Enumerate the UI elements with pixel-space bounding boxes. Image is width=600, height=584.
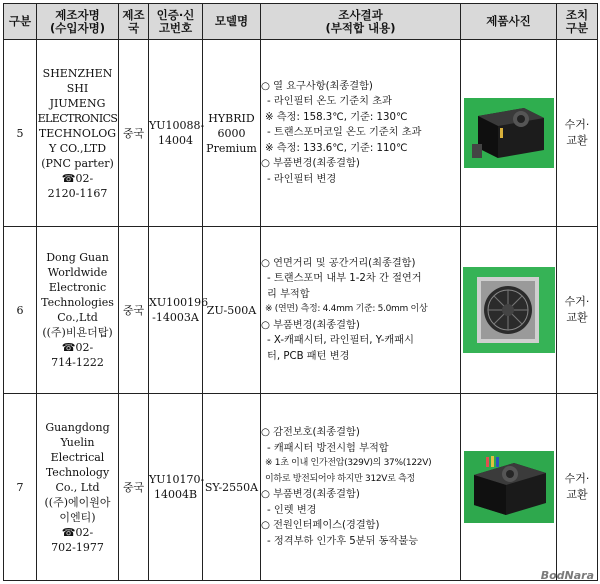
table-row — [4, 227, 598, 394]
product-photo-cell — [461, 40, 557, 227]
finding-line: - 트랜스포머 내부 1-2차 간 절연거 — [267, 273, 422, 285]
manufacturer-cell — [37, 394, 119, 581]
manufacturer-line: ((주)비욘더탑) — [42, 326, 113, 339]
country-cell: 중국 — [119, 40, 149, 227]
manufacturer-line: SHENZHEN — [42, 66, 113, 80]
phone-number-cont: 702-1977 — [51, 540, 104, 554]
manufacturer-line: Technology — [45, 465, 110, 479]
header-action: 조치 구분 — [557, 4, 598, 40]
manufacturer-line: Yuelin — [60, 435, 95, 449]
phone-number: ☎02- — [61, 341, 94, 354]
manufacturer-line: SHI — [66, 81, 89, 95]
manufacturer-cell — [37, 40, 119, 227]
product-photo — [464, 98, 554, 168]
table-row — [4, 394, 598, 581]
cert-number-cell: YU10088- 14004 — [149, 40, 203, 227]
phone-number: ☎02- — [61, 171, 94, 185]
cert-number-cell: YU10170- 14004B — [149, 394, 203, 581]
finding-line: 이하로 방전되어야 하지만 312V로 측정 — [265, 473, 415, 484]
finding-line: ※ 1초 이내 인가전압(329V)의 37%(122V) — [265, 458, 432, 468]
manufacturer-line: ELECTRONICS — [37, 111, 118, 125]
action-cell: 수거· 교환 — [557, 40, 598, 227]
manufacturer-line: Y CO.,LTD — [48, 141, 107, 155]
product-photo — [464, 451, 554, 523]
finding-line: ○ 연면거리 및 공간거리(최종결함) — [261, 257, 416, 269]
model-cell: SY-2550A — [203, 394, 261, 581]
finding-line: ○ 부품변경(최종결함) — [261, 158, 360, 170]
row-number: 7 — [4, 394, 37, 581]
header-model: 모델명 — [203, 4, 261, 40]
watermark-logo: BodNara — [540, 569, 594, 582]
country-cell: 중국 — [119, 227, 149, 394]
header-gubun: 구분 — [4, 4, 37, 40]
manufacturer-line: TECHNOLOG — [38, 126, 117, 140]
manufacturer-line: (PNC parter) — [41, 156, 114, 170]
manufacturer-line: Worldwide — [47, 266, 108, 279]
row-number: 5 — [4, 40, 37, 227]
finding-line: ※ (연면) 측정: 4.4mm 기준: 5.0mm 이상 — [265, 304, 428, 315]
header-photo: 제품사진 — [461, 4, 557, 40]
finding-line: ○ 부품변경(최종결함) — [261, 319, 360, 331]
header-cert-number: 인증·신 고번호 — [149, 4, 203, 40]
manufacturer-line: Electronic — [48, 281, 107, 294]
phone-number: ☎02- — [61, 525, 94, 539]
header-row — [4, 4, 598, 40]
finding-line: 터, PCB 패턴 변경 — [267, 350, 350, 362]
finding-line: - 캐패시터 방전시험 부적합 — [267, 442, 389, 454]
manufacturer-line: Dong Guan — [46, 251, 109, 264]
manufacturer-cell — [37, 227, 119, 394]
header-findings: 조사결과 (부적합 내용) — [261, 4, 461, 40]
phone-number-cont: 714-1222 — [51, 356, 104, 369]
finding-line: ○ 부품변경(최종결함) — [261, 489, 360, 500]
telephone-icon: ☎ — [61, 525, 76, 539]
product-photo-cell — [461, 394, 557, 581]
finding-line: - X-캐패시터, 라인필터, Y-캐패시 — [267, 335, 414, 347]
action-cell: 수거· 교환 — [557, 227, 598, 394]
model-cell: HYBRID 6000 Premium — [203, 40, 261, 227]
finding-line: ○ 열 요구사항(최종결함) — [261, 80, 373, 92]
recall-table — [3, 3, 598, 581]
product-photo-cell — [461, 227, 557, 394]
product-photo — [463, 267, 555, 353]
finding-line: ※ 측정: 133.6℃, 기준: 110℃ — [265, 142, 408, 154]
manufacturer-line: Technologies — [41, 296, 114, 309]
phone-number-cont: 2120-1167 — [47, 186, 108, 200]
finding-line: - 라인필터 변경 — [267, 173, 337, 185]
action-cell: 수거· 교환 — [557, 394, 598, 581]
finding-line: ○ 감전보호(최종결함) — [261, 427, 360, 438]
country-cell: 중국 — [119, 394, 149, 581]
findings-cell — [261, 40, 461, 227]
header-country: 제조 국 — [119, 4, 149, 40]
row-number: 6 — [4, 227, 37, 394]
manufacturer-line: JIUMENG — [49, 96, 106, 110]
finding-line: ○ 전원인터페이스(경결함) — [261, 520, 380, 531]
finding-line: ※ 측정: 158.3℃, 기준: 130℃ — [265, 111, 408, 123]
finding-line: 리 부적합 — [267, 288, 310, 300]
finding-line: - 트랜스포머코일 온도 기준치 초과 — [267, 127, 422, 139]
telephone-icon: ☎ — [61, 171, 76, 185]
cert-number-cell: XU100196 -14003A — [149, 227, 203, 394]
findings-cell — [261, 394, 461, 581]
manufacturer-line: 이엔티) — [59, 510, 96, 524]
manufacturer-line: Electrical — [50, 450, 105, 464]
manufacturer-line: Guangdong — [45, 420, 110, 434]
manufacturer-line: ((주)에이원아 — [44, 495, 111, 509]
manufacturer-line: Co., Ltd — [55, 480, 100, 494]
finding-line: - 라인필터 온도 기준치 초과 — [267, 96, 392, 108]
table-row — [4, 40, 598, 227]
telephone-icon: ☎ — [61, 341, 76, 354]
finding-line: - 정격부하 인가후 5분뒤 동작불능 — [267, 535, 419, 547]
model-cell: ZU-500A — [203, 227, 261, 394]
findings-cell — [261, 227, 461, 394]
manufacturer-line: Co.,Ltd — [57, 311, 98, 324]
header-manufacturer: 제조자명 (수입자명) — [37, 4, 119, 40]
finding-line: - 인렛 변경 — [267, 504, 317, 516]
